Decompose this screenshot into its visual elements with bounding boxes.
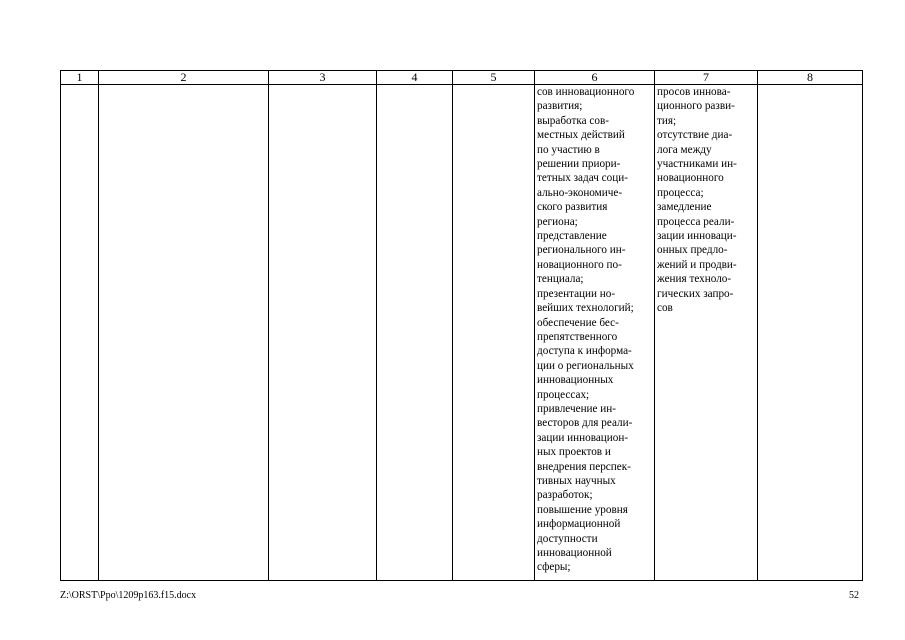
cell-text-line: доступности [537,532,598,545]
cell-text-line: региона; [537,215,578,228]
cell-text-line: гических запро- [657,287,734,300]
cell-text-line: сов инновационного [537,86,635,98]
cell-text-line: зации инновацион- [537,431,629,444]
cell-text-line: тенциала; [537,273,584,286]
cell-text-line: новационного по- [537,258,622,271]
cell-text-line: сов [657,302,673,315]
column-header-5: 5 [453,71,535,85]
cell-text-line: регионального ин- [537,244,626,257]
cell-text-col6 [535,85,654,575]
cell-text-line: решении приори- [537,158,621,171]
cell-text-line: зации инноваци- [657,230,737,243]
footer-file-path: Z:\ORST\Ppo\1209p163.f15.docx [60,590,197,601]
column-header-1: 1 [61,71,99,85]
cell-text-col7 [655,85,757,316]
cell-text-line: процессах; [537,388,590,401]
cell-text-line: весторов для реали- [537,417,633,430]
cell-text-line: разработок; [537,489,593,502]
table-cell-col5 [453,85,535,581]
cell-text-line: процесса; [657,186,704,199]
cell-text-line: сферы; [537,561,571,574]
cell-text-line: онных предло- [657,244,728,257]
cell-text-line: обеспечение бес- [537,316,619,329]
cell-text-line: жений и продви- [657,258,737,271]
cell-text-line: ально-экономиче- [537,186,623,199]
table-row [61,85,863,581]
cell-text-line: местных действий [537,129,625,142]
table-cell-col6 [535,85,655,581]
column-header-4: 4 [377,71,453,85]
column-header-3: 3 [269,71,377,85]
cell-text-line: препятственного [537,330,618,343]
column-header-7: 7 [655,71,758,85]
cell-text-line: тия; [657,114,677,127]
cell-text-line: по участию в [537,143,600,156]
table-cell-col2 [99,85,269,581]
cell-text-line: презентации но- [537,287,616,300]
cell-text-line: повышение уровня [537,503,628,516]
cell-text-line: вейших технологий; [537,302,634,315]
data-table [60,70,863,581]
column-header-8: 8 [758,71,863,85]
footer-page-number: 52 [849,590,859,601]
cell-text-line: замедление [657,201,712,214]
cell-text-line: тетных задач соци- [537,172,628,185]
cell-text-line: развития; [537,100,583,113]
cell-text-line: внедрения перспек- [537,460,631,473]
cell-text-line: привлечение ин- [537,402,617,415]
table-cell-col1 [61,85,99,581]
cell-text-line: ского развития [537,201,608,214]
cell-text-line: ционного разви- [657,100,735,113]
cell-text-line: ции о региональных [537,359,634,372]
cell-text-line: тивных научных [537,474,616,487]
table-cell-col7 [655,85,758,581]
table-cell-col3 [269,85,377,581]
cell-text-line: информационной [537,518,621,531]
cell-text-line: участниками ин- [657,158,737,171]
cell-text-line: новационного [657,172,724,185]
cell-text-line: инновационных [537,374,614,387]
cell-text-line: просов иннова- [657,86,731,98]
cell-text-line: процесса реали- [657,215,735,228]
cell-text-line: ных проектов и [537,446,611,459]
cell-text-line: лога между [657,143,712,156]
cell-text-line: жения техноло- [657,273,732,286]
column-header-6: 6 [535,71,655,85]
header-row [61,71,863,85]
cell-text-line: отсутствие диа- [657,129,733,142]
cell-text-line: доступа к информа- [537,345,632,358]
cell-text-line: инновационной [537,547,612,559]
cell-text-line: представление [537,230,607,243]
cell-text-line: выработка сов- [537,114,609,127]
table-cell-col4 [377,85,453,581]
table-cell-col8 [758,85,863,581]
column-header-2: 2 [99,71,269,85]
